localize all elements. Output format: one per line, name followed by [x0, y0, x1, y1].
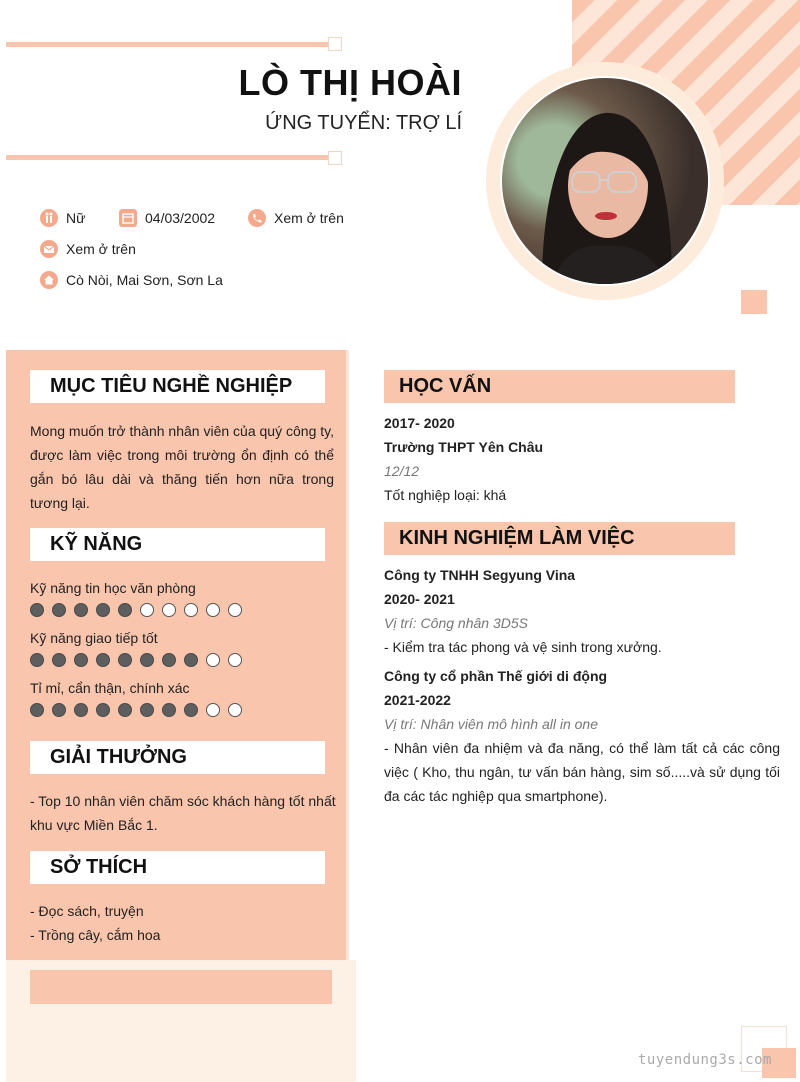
skill-rating [30, 653, 250, 667]
rating-dot-filled [30, 603, 44, 617]
rating-dot-filled [96, 703, 110, 717]
gender-icon [40, 209, 58, 227]
rating-dot-filled [74, 703, 88, 717]
contact-email [40, 240, 136, 258]
watermark: tuyendung3s.com [638, 1052, 772, 1068]
decor-square [741, 290, 767, 314]
education-school: Trường THPT Yên Châu [384, 439, 544, 455]
job-company: Công ty TNHH Segyung Vina [384, 567, 576, 583]
birthdate-value: 04/03/2002 [145, 210, 216, 226]
decor-bar [30, 970, 332, 1004]
job-company: Công ty cổ phần Thế giới di động [384, 668, 608, 684]
rating-dot-filled [184, 653, 198, 667]
email-icon [40, 240, 58, 258]
home-icon [40, 271, 58, 289]
rating-dot-filled [162, 653, 176, 667]
rating-dot-filled [30, 703, 44, 717]
section-title-experience: KINH NGHIỆM LÀM VIỆC [384, 522, 735, 555]
awards-text: - Top 10 nhân viên chăm sóc khách hàng tốt nhất khu vực Miền Bắc 1. [30, 793, 336, 833]
objective-text: Mong muốn trở thành nhân viên của quý công ty, được làm việc trong môi trường ổn định có thể gắn bó lâu dài và thăng tiến hơn nữa trong tương lại. [30, 423, 334, 511]
calendar-icon [119, 209, 137, 227]
rating-dot-filled [96, 603, 110, 617]
hobby-item: - Đọc sách, truyện [30, 903, 144, 919]
skill-name: Tỉ mỉ, cẩn thận, chính xác [30, 680, 190, 696]
rating-dot-empty [228, 703, 242, 717]
rating-dot-filled [162, 703, 176, 717]
job-period: 2021-2022 [384, 692, 451, 708]
job-description: - Kiểm tra tác phong và vệ sinh trong xưởng. [384, 639, 662, 655]
gender-value: Nữ [66, 210, 86, 226]
skill-rating [30, 603, 250, 617]
job-role: Vị trí: Nhân viên mô hình all in one [384, 716, 599, 732]
rating-dot-empty [228, 653, 242, 667]
applied-position: ỨNG TUYỂN: TRỢ LÍ [265, 112, 462, 134]
education-grade: 12/12 [384, 463, 420, 479]
rating-dot-filled [140, 653, 154, 667]
rating-dot-empty [206, 603, 220, 617]
rating-dot-empty [162, 603, 176, 617]
section-title-objective: MỤC TIÊU NGHỀ NGHIỆP [30, 370, 325, 403]
contact-birthdate [119, 209, 215, 227]
skill-name: Kỹ năng giao tiếp tốt [30, 630, 158, 646]
rating-dot-filled [118, 603, 132, 617]
decor-line-end [328, 37, 342, 51]
rating-dot-filled [74, 653, 88, 667]
section-title-hobbies: SỞ THÍCH [30, 851, 325, 884]
skill-name: Kỹ năng tin học văn phòng [30, 580, 196, 596]
job-period: 2020- 2021 [384, 591, 455, 607]
decor-panel-edge [346, 350, 349, 960]
avatar [502, 78, 708, 284]
job-role: Vị trí: Công nhân 3D5S [384, 615, 528, 631]
email-value: Xem ở trên [66, 241, 136, 257]
rating-dot-empty [206, 653, 220, 667]
avatar-frame [486, 62, 724, 300]
rating-dot-filled [52, 703, 66, 717]
rating-dot-filled [74, 603, 88, 617]
rating-dot-filled [52, 603, 66, 617]
education-result: Tốt nghiệp loại: khá [384, 487, 507, 503]
decor-line-top [6, 42, 328, 47]
rating-dot-empty [184, 603, 198, 617]
section-title-education: HỌC VẤN [384, 370, 735, 403]
rating-dot-filled [140, 703, 154, 717]
rating-dot-filled [118, 703, 132, 717]
contact-phone [248, 209, 344, 227]
address-value: Cò Nòi, Mai Sơn, Sơn La [66, 272, 223, 288]
hobby-item: - Trồng cây, cắm hoa [30, 927, 161, 943]
rating-dot-filled [30, 653, 44, 667]
decor-line-end [328, 151, 342, 165]
rating-dot-empty [206, 703, 220, 717]
education-period: 2017- 2020 [384, 415, 455, 431]
section-title-awards: GIẢI THƯỞNG [30, 741, 325, 774]
contact-gender [40, 209, 85, 227]
rating-dot-filled [52, 653, 66, 667]
rating-dot-empty [228, 603, 242, 617]
phone-icon [248, 209, 266, 227]
candidate-name: LÒ THỊ HOÀI [238, 62, 462, 103]
decor-line-bottom [6, 155, 328, 160]
phone-value: Xem ở trên [274, 210, 344, 226]
skill-rating [30, 703, 250, 717]
contact-address [40, 271, 223, 289]
rating-dot-filled [184, 703, 198, 717]
job-description: - Nhân viên đa nhiệm và đa năng, có thể làm tất cả các công việc ( Kho, thu ngân, tư vấn bán hàng, sim số.....và sử dụng tối đa các tác nghiệp qua smartphone). [384, 740, 780, 804]
rating-dot-filled [118, 653, 132, 667]
rating-dot-filled [96, 653, 110, 667]
rating-dot-empty [140, 603, 154, 617]
section-title-skills: KỸ NĂNG [30, 528, 325, 561]
